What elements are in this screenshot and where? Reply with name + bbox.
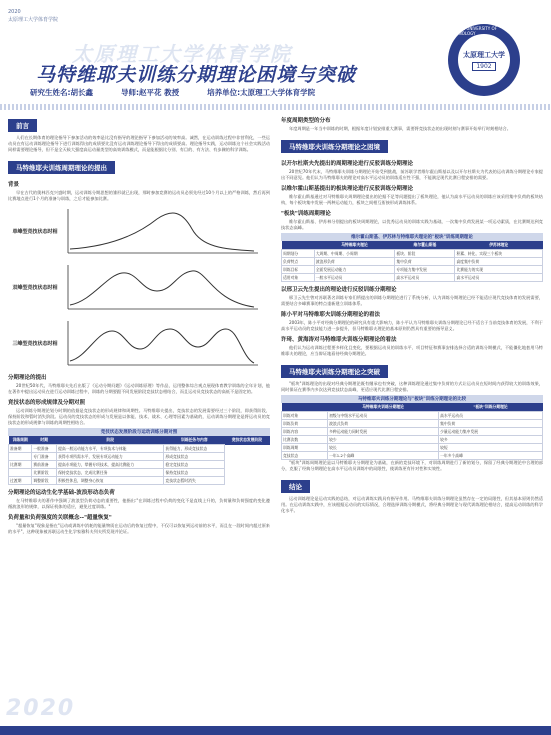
table-cell: 一般水平运动员	[314, 274, 395, 282]
table-header-cell: 竞技状态发展阶段	[225, 436, 270, 445]
table-header-cell: 阶段	[57, 436, 164, 445]
author-info	[30, 87, 315, 98]
table-cell: 比赛期	[9, 461, 32, 469]
table-row	[9, 461, 270, 469]
table-cell: 高水平运动员	[455, 274, 543, 282]
ex1-text: 20世纪70年代末，马特维耶夫训练分期理论开始受到挑战，前苏联学者维尔霍山斯基以及以开尔杜斯夫为代表的运动训练分期理论专家提出不同意见。他们认为马特维耶夫的理论对高水平运动员的训练适应性不强，不能满足现代比赛日程安排的需要。	[281, 169, 543, 180]
table-row	[282, 420, 543, 428]
table-row	[282, 444, 543, 452]
table-cell: 负荷特点	[282, 258, 315, 266]
ex2-text: 维尔霍山斯基通过对马特维耶夫周期理论提出的论据不足等问题提出了板块理论，他认为高水平运动员的训练应该采用集中负荷的板块结构，每个板块集中发展一两种运动能力，板块之间相互衔接形成训练体系。	[281, 194, 543, 205]
table-cell: 较少	[328, 436, 439, 444]
table-cell: 一年多个高峰	[439, 452, 543, 460]
table-cell: 训练内容	[282, 428, 328, 436]
table-header-cell: 训练周期	[9, 436, 32, 445]
table-cell	[9, 469, 32, 477]
table-cell: 获得能力，形成竞技状态	[164, 445, 225, 453]
header-watermark: 太原理工大学体育学院	[72, 42, 292, 66]
right-table2	[281, 403, 543, 460]
mechanism-title: 分期理论的运动生化学基础-波浪形动态负荷	[8, 490, 115, 496]
table-header-cell: 时期	[32, 436, 57, 445]
table-cell: 初级与中级水平运动员	[328, 412, 439, 420]
table-cell: 赛前准备	[32, 461, 57, 469]
table-cell: 集中负荷	[395, 258, 455, 266]
ex1-title: 以开尔杜斯夫先提出的周期理论进行反驳训练分期理论	[281, 161, 414, 167]
section3-title: 马特维耶夫训练分期理论之突破	[281, 365, 388, 378]
preface-title: 前言	[8, 119, 37, 132]
left-column	[8, 113, 270, 537]
table-cell: 适用对象	[282, 274, 315, 282]
table-cell: 训练负荷	[282, 420, 328, 428]
table-header-cell: 训练任务与内容	[164, 436, 225, 445]
student-name: 研究生姓名:胡长鑫	[30, 88, 93, 97]
logo-text: 太原理工大学	[463, 49, 505, 59]
right-table-title: 维尔霍山斯基、伊苏林与特维耶夫理论的"板块"训练周期理论	[281, 233, 543, 241]
table-cell: 准备期	[9, 445, 32, 453]
unit-name: 培养单位:太原理工大学体育学院	[207, 88, 316, 97]
table-cell: 波浪形负荷	[314, 258, 395, 266]
table-header-cell: 维尔霍山斯基	[395, 241, 455, 250]
table-row	[9, 477, 270, 485]
table-header-cell: 伊苏林理论	[455, 241, 543, 250]
conclusion-text: 运动训练理论是运动实践的总结，对运动训练实践具有指导作用。马特维耶夫训练分期理论虽然存在一定的局限性，但其基本原则仍然适用。在运动训练实践中，应该根据运动员的实际情况，合理选择训练分期模式，将经典分期理论与现代训练理论相结合，提高运动训练的科学化水平。	[281, 496, 543, 513]
table-cell: 板块、阶段	[395, 250, 455, 258]
table-header-cell: "板块"训练分期理论	[439, 403, 543, 412]
table-header-cell: 马特维耶夫训练分期理论	[328, 403, 439, 412]
table-header-cell	[282, 241, 315, 250]
breakthrough-text2: "板块"训练周期理论是以马特维耶夫分期理论为基础，在新的竞技环境下，对训练周期进行了新的划分，保留了经典分期理论中合理的部分，克服了经典分期理论在高水平运动员训练中的局限性，使训练更有针对性和实效性。	[281, 460, 543, 471]
table-cell: 高水平运动员	[395, 274, 455, 282]
table-cell: 提高一般运动能力水平，专项技术与体能	[57, 445, 164, 453]
table-row	[282, 258, 543, 266]
page-title: 马特维耶夫训练分期理论困境与突破	[36, 64, 357, 86]
table-cell: 竞技状态	[282, 452, 328, 460]
table-cell: 积累、转化、实现三个板块	[455, 250, 543, 258]
table-cell: 大周期、中周期、小周期	[314, 250, 395, 258]
ex6-title: 许琦、黄海涛对马特维耶夫训练分期理论的看法	[281, 337, 397, 343]
ex6-text: 他们认为运动训练过程要多样化且变化，要根据运动员的训练水平、项目特征和赛事安排选择合适的训练分期模式，不能僵化地套用马特维耶夫的理论，应当辩证地看待经典分期理论。	[281, 345, 543, 356]
university-logo	[448, 24, 520, 96]
ex2-title: 以维尔霍山斯基提出的板块理论进行反驳训练分期理论	[281, 186, 414, 192]
chart-double-peak	[8, 260, 270, 314]
table-cell: 获得专项所需水平，发展专项运动能力	[57, 453, 164, 461]
table-cell: 形成竞技状态	[164, 453, 225, 461]
double-peak-curve	[62, 261, 262, 313]
table-cell: 专项能力集中发展	[395, 266, 455, 274]
peak-text: 运动训练分期理论划分时期的依据是竞技状态的形成规律和周期性。马特维耶夫提出，竞技状态的发展需要经过三个阶段，即获得阶段、保持阶段和暂时消失阶段。运动员的竞技状态的形成与发展是以体能、技术、战术、心理等因素为基础的，运动训练分期理论是将运动员的竞技状态的形成规律与训练的周期性相结合。	[8, 408, 270, 425]
header-stripe	[0, 104, 551, 110]
table-cell: 保持竞技状态，完成比赛任务	[57, 469, 164, 477]
breakthrough-text: "板块"训练理论的出现对经典分期理论既有继承也有突破，这种训练理论通过集中负荷的方式让运动员在短时间内获得较大的训练效果，同时保证在赛季内多次达到竞技状态高峰，更适应现代比赛日程安排。	[281, 381, 543, 392]
table-cell: 一年1-2个高峰	[328, 452, 439, 460]
table-cell: 较长	[328, 444, 439, 452]
table-row	[282, 412, 543, 420]
intro-text: 年度周期是一年当中训练的时期，根据年度计划安排重大赛事，需要将竞技状态的出现时刻与赛事开始举行时刻相结合。	[289, 126, 511, 131]
left-table	[8, 436, 270, 485]
logo-inner	[456, 32, 512, 88]
conclusion-title: 结论	[281, 480, 310, 493]
chart-label-single: 单峰型竞技状态时相	[12, 228, 58, 235]
header-school: 太原理工大学体育学院	[8, 17, 59, 23]
table-cell: 过渡期	[9, 477, 32, 485]
right-table2-title: 马特维耶夫训练分期理论与"板块"训练分期理论的比较	[281, 395, 543, 403]
chart-label-double: 双峰型竞技状态时相	[12, 284, 58, 291]
table-row	[9, 453, 270, 461]
ex4-title: 以邢卫云先生提出的理论进行反驳训练分期理论	[281, 287, 397, 293]
theory-title: 分期理论的提出	[8, 375, 47, 381]
table-cell: 提高专项能力，掌握专项技术，提高比赛能力	[57, 461, 164, 469]
table-row	[9, 445, 270, 453]
table-row	[282, 266, 543, 274]
table-cell: 多种运动能力同时发展	[328, 428, 439, 436]
table-cell: 波浪式负荷	[328, 420, 439, 428]
ex3-title: "板块"训练周期理论	[281, 211, 331, 217]
table-cell: 全面发展运动能力	[314, 266, 395, 274]
footer-bar	[0, 726, 551, 735]
chart-triple-peak	[8, 316, 270, 370]
table-cell: 竞技状态暂时消失	[164, 477, 225, 485]
logo-ring-text: TAIYUAN UNIVERSITY OF TECHNOLOGY	[448, 26, 497, 36]
ex3-text: 维尔霍山斯基、伊苏林分别提出的板块周期理论，以优秀运动员的训练实践为基础，一次集中负荷发展某一项运动素质，在比赛期达到竞技状态高峰。	[281, 219, 543, 230]
background-text: 早在古代的奥林匹克兴盛时期，运动训练分期思想的雏形就已出现，那时参加竞赛的运动员必须先经过10个月以上的严格训练，然后再到比赛地点进行1个月的准备与训练，之后才能参加比赛。	[8, 190, 270, 201]
single-peak-curve	[62, 205, 262, 257]
ex5-title: 陈小平对马特维耶夫训练分期理论的看法	[281, 312, 381, 318]
chart-single-peak	[8, 204, 270, 258]
table-cell: 一般准备	[32, 445, 57, 453]
mechanism-text: 在马特维耶夫的著作中强调了波浪型负荷动态的重要性，他指出:"在训练过程中负荷的变化不是直线上升的，负荷量和负荷强度的变化遵循波浪形的规律，以保证机体的适应，避免过度训练。"	[8, 498, 270, 509]
table-cell: 周期划分	[282, 250, 315, 258]
table-cell	[9, 453, 32, 461]
table-cell: 稳定竞技状态	[164, 461, 225, 469]
section2-title: 马特维耶夫训练分期理论之困境	[281, 140, 388, 153]
preface-text: 人们在长期体育的理论指导下参加活动的效率是比没有指导的理论指导下参加活动的效率高。诚然，在运动训练过程中非营利化，一些运动员在有运动训练理论指导下进行训练得出的成绩要比没有运动训练理论指导下得出的成绩要高。理论指导实践，运动训练这个社会实践活动同样需要理论指导，但不是全天候大强度高运动量类型的高效训练模式，而是能根据比分别、有目的、有方法、有步骤的科学训练。	[8, 135, 270, 152]
right-table	[281, 241, 543, 282]
background-title: 背景	[8, 182, 20, 188]
table-cell: 高度集中负荷	[455, 258, 543, 266]
table-cell: 较短	[439, 444, 543, 452]
table-cell: 积极性休息，调整身心恢复	[57, 477, 164, 485]
logo-year: 1902	[472, 62, 495, 71]
table-row	[9, 469, 270, 477]
table-row	[282, 274, 543, 282]
table-header-cell: 马特维耶夫理论	[314, 241, 395, 250]
ex5-text: 2003年，陈小平对经典分期理论的研究具有重大影响力，陈小平认为马特维耶夫训练分期理论已经不适合于当前竞技体育的发展，不利于高水平运动员的竞技能力进一步提升，但马特维耶夫理论的基本原则仍然具有重要的指导意义。	[281, 320, 543, 331]
chart-label-triple: 三峰型竞技状态时相	[12, 340, 58, 347]
table-cell: 少量运动能力集中发展	[439, 428, 543, 436]
recovery-title: 负荷量和负荷强度的关联概念--"超量恢复"	[8, 515, 112, 521]
table-row	[282, 250, 543, 258]
peak-title: 竞技状态的形成规律及分期对照	[8, 400, 86, 406]
table-cell: 保持竞技状态	[164, 469, 225, 477]
right-column	[281, 113, 543, 516]
intro-title: 年度周期类型的分布	[281, 118, 331, 124]
table-row	[282, 452, 543, 460]
ex4-text: 邢卫云先生曾对苏联著名训练专家们所提出的训练分期理论进行了系统分析，认为训练分期理论已经不能适应现代竞技体育的发展需要，需要结合多峰赛事的特点重新建立训练体系。	[281, 295, 543, 306]
table-cell: 训练对象	[282, 412, 328, 420]
left-table-title: 竞技状态发展阶段与运动训练分期对照	[8, 428, 270, 436]
table-cell: 专门准备	[32, 453, 57, 461]
section1-title: 马特维耶夫训练周期理论的提出	[8, 161, 115, 174]
table-cell: 集中负荷	[439, 420, 543, 428]
table-cell: 比赛次数	[282, 436, 328, 444]
table-row	[282, 428, 543, 436]
table-cell: 训练周期	[282, 444, 328, 452]
table-cell: 训练目标	[282, 266, 315, 274]
triple-peak-curve	[62, 317, 262, 369]
recovery-text: "超量恢复"现象是指在"运动或训练中消耗的能量物质在运动后的恢复过程中，不仅可以恢复到运动前的水平，而且在一段时间内超过原来的水平"，这种现象被苏联运动生化学家雅科夫列夫所发现并论证。	[8, 523, 270, 534]
theory-text: 20世纪50年代，马特维耶夫先后出版了《运动分期问题》《运动训练原理》等作品，运用整体综合观点展现体育教学训练的全年计划，他在著作中提出运动员在进行运动训练过程中，训练的分期要跟不同发展阶段竞技状态相结合，而且运动员竞技状态的高低不是固定的。	[8, 383, 270, 394]
table-row	[282, 436, 543, 444]
footer-year: 2020	[6, 696, 76, 721]
poster-header	[0, 0, 551, 118]
table-cell: 比赛阶段	[32, 469, 57, 477]
table-cell: 较多	[439, 436, 543, 444]
table-cell: 高水平运动员	[439, 412, 543, 420]
table-cell: 比赛能力的实现	[455, 266, 543, 274]
table-header-cell	[282, 403, 328, 412]
header-year: 2020	[8, 9, 21, 15]
table-cell: 调整阶段	[32, 477, 57, 485]
advisor-name: 导师:赵平花 教授	[121, 88, 180, 97]
